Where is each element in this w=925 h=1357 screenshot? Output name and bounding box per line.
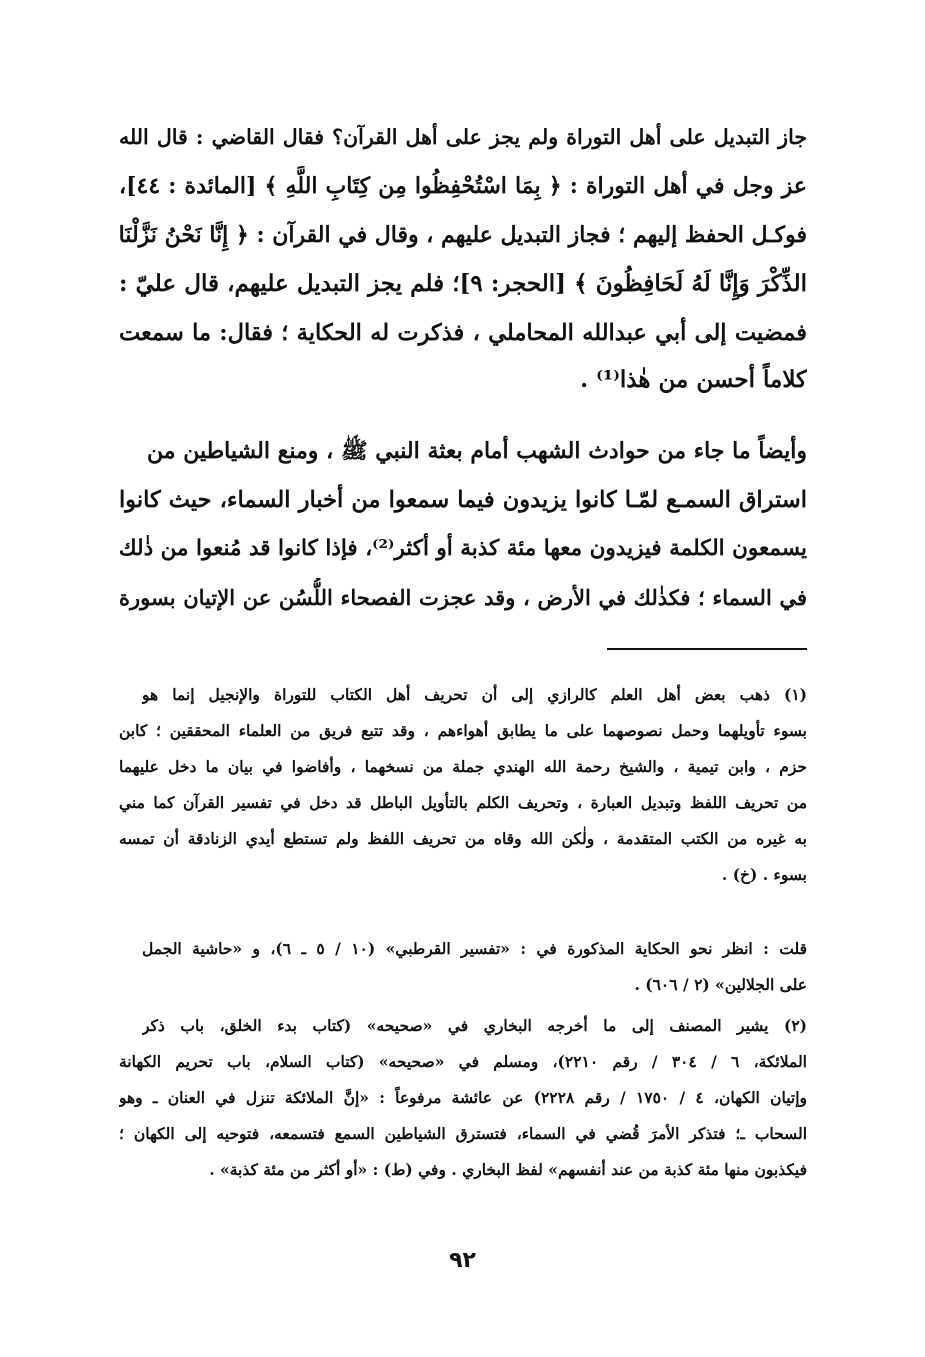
footnote-line: (١) ذهب بعض أهل العلم كالرازي إلى أن تحريف أهل الكتاب للتوراة والإنجيل إنما هو — [142, 685, 807, 704]
footnote-line: السحاب ـ؛ فتذكر الأمرَ قُضي في السماء، فتسترق الشياطين السمع فتسمعه، فتوحيه إلى الكهان ؛ — [119, 1124, 807, 1143]
footnote-line: قلت : انظر نحو الحكاية المذكورة في : «تفسير القرطبي» (١٠ / ٥ ـ ٦)، و «حاشية الجمل — [142, 939, 807, 958]
text-line: في السماء ؛ فكذٰلك في الأرض ، وقد عجزت الفصحاء اللُّسُن عن الإتيان بسورة — [119, 585, 807, 610]
footnote-line: على الجلالين» (٢ / ٦٠٦) . — [634, 975, 807, 994]
footnote-line: بسوء تأويلهما وحمل نصوصهما على ما يطابق أهواءهم ، وقد تتبع فريق من العلماء المحققين ؛ كابن — [119, 721, 807, 740]
footnote-line: فيكذبون منها مئة كذبة من عند أنفسهم» لفظ البخاري . وفي (ط) : «أو أكثر من مئة كذبة» . — [209, 1160, 807, 1179]
footnote-line: به غيره من الكتب المتقدمة ، ولٰكن الله وقاه من تحريف اللفظ ولم تستطع أيدي الزنادقة أن تمسه — [119, 829, 807, 848]
footnote-line: وإتيان الكهان، ٤ / ١٧٥٠ / رقم ٢٢٢٨) عن عائشة مرفوعاً : «إنَّ الملائكة تنزل في العنان ـ وهو — [119, 1088, 807, 1107]
text-line: عز وجل في أهل التوراة : ﴿ بِمَا اسْتُحْفِظُوا مِن كِتَابِ اللَّهِ ﴾ [المائدة : ٤٤]، — [119, 173, 807, 199]
footnote-separator — [607, 648, 807, 650]
text-line: كلاماً أحسن من هٰذا⁽¹⁾ . — [580, 366, 807, 393]
text-line: يسمعون الكلمة فيزيدون معها مئة كذبة أو أكثر⁽²⁾، فإذا كانوا قد مُنعوا من ذٰلك — [119, 536, 807, 561]
text-line: الذِّكْرَ وَإِنَّا لَهُ لَحَافِظُونَ ﴾ [الحجر: ٩]؛ فلم يجز التبديل عليهم، قال عليّ : — [119, 270, 807, 297]
footnote-line: (٢) يشير المصنف إلى ما أخرجه البخاري في «صحيحه» (كتاب بدء الخلق، باب ذكر — [142, 1016, 807, 1035]
text-line: وأيضاً ما جاء من حوادث الشهب أمام بعثة النبي ﷺ ، ومنع الشياطين من — [147, 438, 807, 464]
footnote-line: من تحريف اللفظ وتبديل العبارة ، وتحريف الكلم بالتأويل الباطل قد دخل في تفسير القرآن كما مني — [119, 793, 807, 812]
text-line: فوكـل الحفظ إليهم ؛ فجاز التبديل عليهم ، وقال في القرآن : ﴿ إِنَّا نَحْنُ نَزَّلْنَا — [119, 222, 807, 248]
text-line: فمضيت إلى أبي عبدالله المحاملي ، فذكرت له الحكاية ؛ فقال: ما سمعت — [119, 320, 807, 346]
footnote-line: الملائكة، ٦ / ٣٠٤ / رقم ٢٢١٠)، ومسلم في «صحيحه» (كتاب السلام، باب تحريم الكهانة — [119, 1052, 807, 1071]
text-line: جاز التبديل على أهل التوراة ولم يجز على أهل القرآن؟ فقال القاضي : قال الله — [119, 125, 807, 149]
text-line: استراق السمـع لمّـا كانوا يزيدون فيما سمعوا من أخبار السماء، حيث كانوا — [119, 487, 807, 513]
footnote-line: بسوء . (خ) . — [721, 865, 807, 884]
page-number: ٩٢ — [449, 1248, 476, 1273]
footnote-line: حزم ، وابن تيمية ، والشيخ رحمة الله الهندي جملة من نسخهما ، وأفاضوا في بيان ما دخل عليهما — [119, 757, 807, 776]
